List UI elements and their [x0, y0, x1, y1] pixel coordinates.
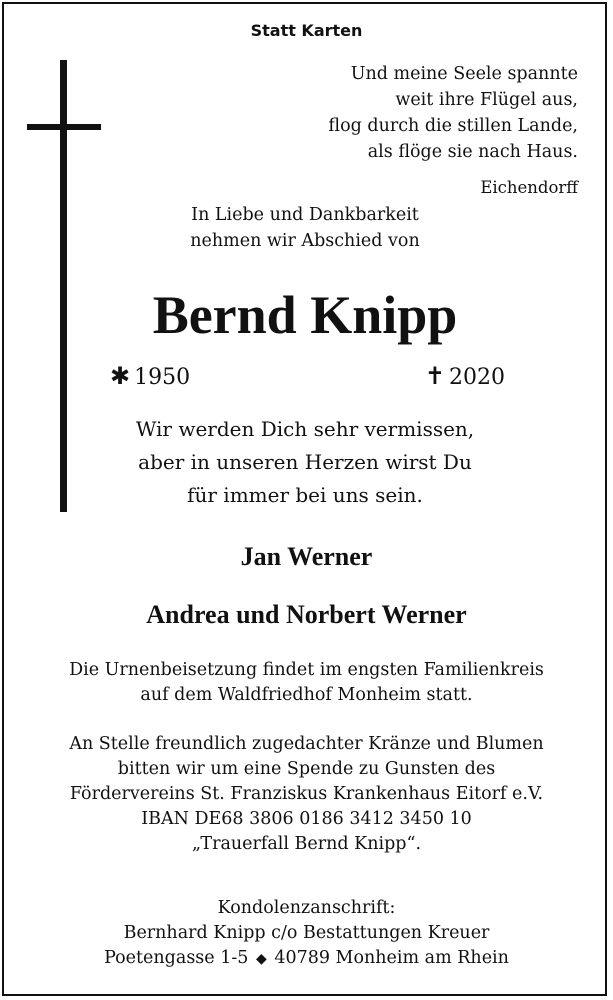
donation-line: bitten wir um eine Spende zu Gunsten des: [117, 759, 496, 779]
donation-line: An Stelle freundlich zugedachter Kränze und Blumen: [69, 734, 544, 754]
farewell-line: aber in unseren Herzen wirst Du: [138, 450, 472, 474]
birth-date: [110, 360, 190, 394]
death-date: [425, 360, 505, 394]
condolence-city: 40789 Monheim am Rhein: [274, 948, 509, 968]
birth-year: 1950: [134, 365, 191, 390]
mourner-name: Andrea und Norbert Werner: [146, 600, 467, 629]
death-year: 2020: [449, 365, 505, 390]
farewell-line: für immer bei uns sein.: [187, 483, 423, 507]
poem: [218, 61, 578, 165]
poem-line: als flöge sie nach Haus.: [367, 142, 578, 162]
intro-text: [120, 202, 490, 254]
death-cross-icon: ✝: [424, 362, 445, 390]
donation-line: Fördervereins St. Franziskus Krankenhaus Eitorf e.V.: [69, 784, 544, 804]
burial-info: [10, 658, 603, 708]
poem-line: weit ihre Flügel aus,: [395, 90, 578, 110]
farewell-line: Wir werden Dich sehr vermissen,: [135, 417, 475, 441]
burial-line: Die Urnenbeisetzung findet im engsten Familienkreis: [69, 660, 544, 680]
condolence-title: Kondolenzanschrift:: [217, 898, 396, 918]
condolence-recipient: Bernhard Knipp c/o Bestattungen Kreuer: [123, 923, 490, 943]
life-dates: [110, 360, 505, 392]
intro-line: In Liebe und Dankbarkeit: [191, 205, 419, 225]
cross-icon-horizontal: [27, 124, 101, 130]
donation-reference: „Trauerfall Bernd Knipp“.: [191, 834, 422, 854]
poem-author: Eichendorff: [480, 178, 578, 197]
condolence-street-city: [10, 946, 603, 972]
header-statt-karten: Statt Karten: [250, 21, 363, 40]
condolence-street: Poetengasse 1-5: [104, 948, 249, 968]
farewell-text: [95, 413, 515, 512]
donation-iban: IBAN DE68 3806 0186 3412 3450 10: [141, 809, 472, 829]
donation-info: [10, 732, 603, 857]
condolence-address: [10, 896, 603, 972]
poem-line: Und meine Seele spannte: [350, 64, 578, 84]
burial-line: auf dem Waldfriedhof Monheim statt.: [140, 685, 473, 705]
mourner-name: Jan Werner: [240, 542, 373, 571]
poem-line: flog durch die stillen Lande,: [328, 116, 578, 136]
birth-star-icon: ✱: [110, 362, 131, 390]
intro-line: nehmen wir Abschied von: [190, 231, 420, 251]
deceased-name: Bernd Knipp: [152, 285, 458, 345]
diamond-icon: ◆: [255, 951, 267, 967]
